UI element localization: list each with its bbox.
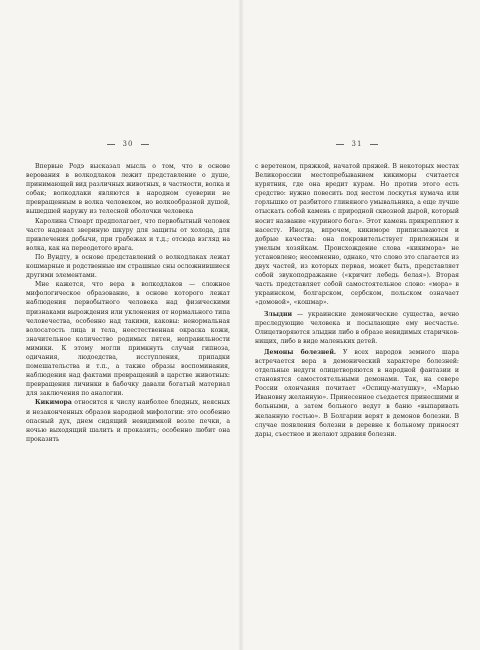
dash-decoration (336, 144, 344, 145)
page-number: 30 (122, 140, 134, 148)
right-page (255, 140, 459, 439)
dash-decoration (141, 144, 149, 145)
paragraph: Злыдни — украинские демонические существа, вечно преследующие человека и посылающие ему несчастье. Олицетворяются злыдни либо в образе невидимых старичков-нищих, либо в виде маленьких детей. (255, 310, 459, 345)
book-gutter (238, 0, 244, 650)
term-heading: Злыдни (264, 310, 293, 318)
page-number-left (26, 140, 230, 148)
paragraph: Каролина Стюарт предполагает, что первобытный человек часто надевал звериную шкуру для защиты от холода, для привлечения добычи, при грабежах и т.д.; отсюда взгляд на волка, как на переодетого врага. (26, 217, 230, 252)
page-number: 31 (351, 140, 363, 148)
paragraph: По Вундту, в основе представлений о волкодлаках лежат кошмарные и родственные им страшные сны осложнившиеся другими элементами. (26, 253, 230, 280)
dash-decoration (107, 144, 115, 145)
left-page (26, 140, 230, 444)
dash-decoration (370, 144, 378, 145)
term-heading: Кикимора (35, 399, 72, 407)
page-number-right (255, 140, 459, 148)
left-page-text (26, 162, 230, 444)
right-page-text (255, 162, 459, 439)
term-heading: Демоны болезней. (264, 348, 337, 356)
paragraph: Впервые Родэ высказал мысль о том, что в основе верования в волкодлаков лежит представление о душе, принимающей вид различных животных, в частности, волка и собак; волкодлаки являются в народном суеверии не превращенным в волка человеком, но волкообразной душой, вышедшей наружу из телесной оболочки человека (26, 163, 230, 216)
paragraph: Мне кажется, что вера в волкодлаков — сложное мифологическое образование, в основе которого лежат наблюдения первобытного человека над физическими признаками вырождения или уклонения от нормального типа человечества, особенно над такими, каковы: ненормальная волосатость лица и тела, неестественная окраска кожи, значительное количество родимых пятен, неправильности мимики. К этому могли примкнуть случаи гипноза, одичания, людоедства, исступления, припадки помешательства и т.п., а также образы воспоминания, наблюдения над фактами превращений в царстве животных: превращения личинки в бабочку давали богатый материал для заключения по аналогии. (26, 281, 230, 398)
paragraph: с веретеном, пряжкой, начатой пряжей. В некоторых местах Великороссии местопребыванием кикиморы считается курятник, где она вредит курам. Но против этого есть средство: нужно повесить под нестом лоскутья кумача или горлышко от разбитого глиняного умывальника, а еще лучше отыскать собой камень с природной сквозной дырой, который носит название «куриного бога». Этот камень прикрепляют к насесту. Иногда, впрочем, кикиморе приписываются и добрые качества: она покровительствует прилежным и умелым хозяйкам. Происхождение слова «кикимора» не установлено; несомненно, однако, что слово это слагается из двух частей, из которых первая, может быть, представляет собой звукоподражание («кричит лебедь белая»). Вторая часть представляет собой самостоятельное слово: «мора» в украинском, болгарском, сербском, польском означает «домовой», «кошмар». (255, 163, 459, 307)
paragraph: Демоны болезней. У всех народов земного шара встречается вера в демонический характере болезней: отдельные недуги олицетворяются в народной фантазии и становятся самостоятельными демонами. Так, на севере России олончания почитает «Оспицу-матушку», «Марью Ивановну желанную». Принесенное съедается принесшими и больными, а затем больного ведут в баню «выпаривать желанную гостью». В Болгарии верят в демонов болезни. В случае появления болезни в деревне к больному приносят дары, съестное и желают здравия болезни. (255, 348, 459, 438)
paragraph: Кикимора относится к числу наиболее бледных, неясных и незаконченных образов народной мифологии: это особенно опасный дух, днем сидящий невидимкой возле печки, а ночью выходящий шалить и проказить; особенно любит она проказить (26, 399, 230, 443)
